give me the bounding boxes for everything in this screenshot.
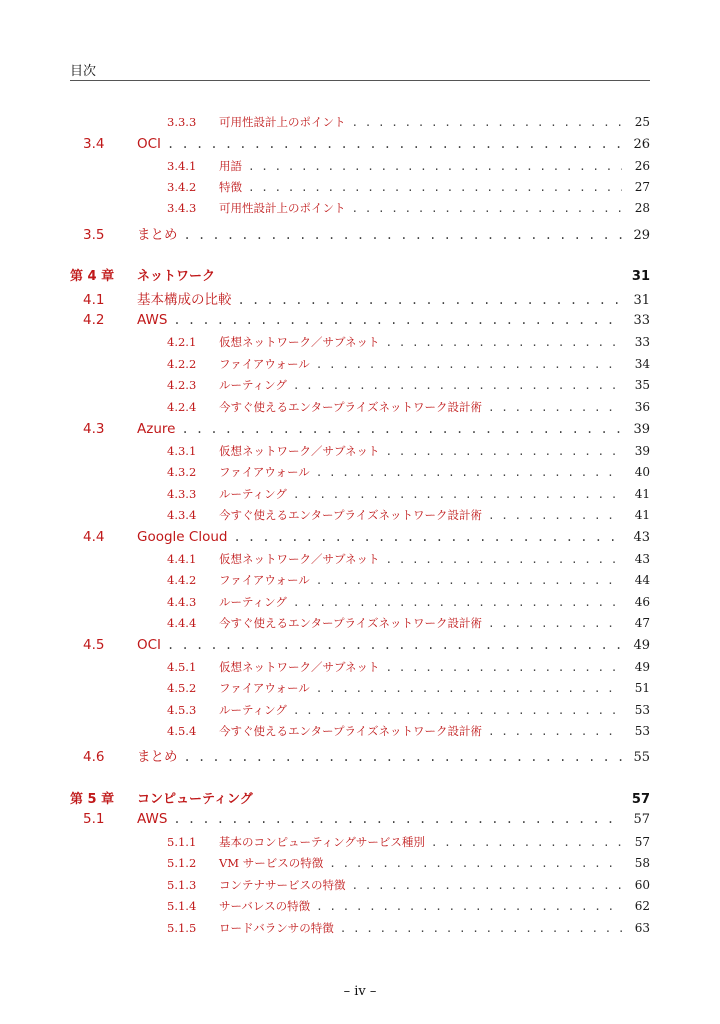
- toc-entry-title: ルーティング: [219, 595, 287, 609]
- toc-entry[interactable]: [70, 745, 650, 765]
- toc-entry-number: 5.1.2: [167, 856, 197, 870]
- toc-leader-dots: [316, 900, 622, 913]
- running-header: 目次: [70, 64, 97, 79]
- page-number-footer: – iv –: [343, 984, 377, 999]
- toc-entry[interactable]: [70, 723, 650, 739]
- toc-leader-dots: [316, 682, 622, 695]
- toc-entry[interactable]: [70, 529, 650, 545]
- toc-leader-dots: [316, 466, 622, 479]
- toc-entry-number: 4.3.3: [167, 487, 197, 501]
- toc-entry-title: 今すぐ使えるエンタープライズネットワーク設計術: [219, 400, 483, 414]
- toc-leader-dots: [488, 617, 622, 630]
- toc-entry[interactable]: [70, 898, 650, 914]
- toc-entry-page: 46: [634, 595, 650, 609]
- toc-chapter-page: 57: [631, 792, 650, 807]
- toc-leader-dots: [386, 445, 622, 458]
- toc-chapter[interactable]: [70, 788, 650, 807]
- toc-entry-number: 3.5: [83, 227, 105, 243]
- toc-entry[interactable]: [70, 834, 650, 850]
- toc-leader-dots: [488, 725, 622, 738]
- toc-leader-dots: [184, 750, 623, 764]
- toc-entry-number: 5.1: [83, 811, 105, 827]
- toc-leader-dots: [386, 553, 622, 566]
- toc-entry-number: 4.6: [83, 749, 105, 765]
- toc-leader-dots: [316, 358, 622, 371]
- toc-entry-title: OCI: [137, 637, 162, 653]
- toc-entry[interactable]: [70, 334, 650, 350]
- toc-entry[interactable]: [70, 702, 650, 718]
- toc-entry-title: まとめ: [137, 227, 178, 243]
- toc-entry-page: 58: [634, 856, 650, 870]
- toc-entry-page: 28: [634, 201, 650, 215]
- toc-entry[interactable]: [70, 377, 650, 393]
- toc-entry-page: 62: [634, 899, 650, 913]
- toc-entry-title: 用語: [219, 159, 242, 173]
- toc-entry-number: 4.4: [83, 529, 105, 545]
- toc-entry-number: 4.5.2: [167, 681, 197, 695]
- toc-entry-title: OCI: [137, 136, 162, 152]
- toc-leader-dots: [293, 704, 622, 717]
- toc-entry-number: 4.3.1: [167, 444, 197, 458]
- toc-entry-page: 39: [634, 444, 650, 458]
- toc-leader-dots: [488, 401, 622, 414]
- toc-leader-dots: [233, 530, 622, 544]
- toc-entry-title: 基本のコンピューティングサービス種別: [219, 835, 425, 849]
- toc-entry[interactable]: [70, 421, 650, 437]
- toc-entry[interactable]: [70, 356, 650, 372]
- toc-chapter-title: ネットワーク: [137, 269, 216, 284]
- toc-leader-dots: [238, 293, 623, 307]
- toc-entry-page: 63: [634, 921, 650, 935]
- toc-entry-title: 今すぐ使えるエンタープライズネットワーク設計術: [219, 616, 483, 630]
- toc-leader-dots: [181, 422, 622, 436]
- toc-leader-dots: [340, 922, 622, 935]
- toc-entry-page: 25: [634, 115, 650, 129]
- toc-entry-title: 可用性設計上のポイント: [219, 115, 346, 129]
- toc-entry-title: 仮想ネットワーク／サブネット: [219, 552, 380, 566]
- toc-leader-dots: [167, 137, 622, 151]
- toc-leader-dots: [248, 181, 622, 194]
- toc-leader-dots: [293, 596, 622, 609]
- toc-entry-page: 60: [634, 878, 650, 892]
- toc-entry-page: 57: [634, 835, 650, 849]
- toc-entry-page: 34: [634, 357, 650, 371]
- toc-entry-title: 特徴: [219, 180, 242, 194]
- toc-entry-title: サーバレスの特徴: [219, 899, 311, 913]
- toc-entry[interactable]: [70, 288, 650, 308]
- toc-leader-dots: [352, 116, 623, 129]
- toc-entry-number: 4.3.2: [167, 465, 197, 479]
- toc-entry-number: 4.5: [83, 637, 105, 653]
- toc-entry-number: 4.2.3: [167, 378, 197, 392]
- toc-entry-page: 41: [634, 508, 650, 522]
- toc-entry-number: 4.5.4: [167, 724, 197, 738]
- toc-leader-dots: [431, 836, 622, 849]
- toc-leader-dots: [293, 488, 622, 501]
- toc-entry-page: 51: [634, 681, 650, 695]
- toc-entry[interactable]: [70, 200, 650, 216]
- toc-chapter[interactable]: [70, 265, 650, 284]
- toc-entry-title: 基本構成の比較: [137, 292, 232, 308]
- toc-entry-page: 41: [634, 487, 650, 501]
- toc-entry-title: ファイアウォール: [219, 465, 310, 479]
- toc-entry-page: 44: [634, 573, 650, 587]
- toc-entry-number: 3.4: [83, 136, 105, 152]
- toc-entry[interactable]: [70, 594, 650, 610]
- toc-entry-title: ファイアウォール: [219, 357, 310, 371]
- toc-entry-number: 4.4.2: [167, 573, 197, 587]
- toc-entry[interactable]: [70, 158, 650, 174]
- toc-entry-page: 31: [633, 293, 650, 308]
- toc-entry[interactable]: [70, 223, 650, 243]
- toc-entry-number: 4.5.3: [167, 703, 197, 717]
- toc-entry[interactable]: [70, 811, 650, 827]
- toc-entry[interactable]: [70, 179, 650, 195]
- toc-entry-page: 33: [634, 335, 650, 349]
- toc-entry-number: 4.4.3: [167, 595, 197, 609]
- toc-entry[interactable]: [70, 551, 650, 567]
- toc-entry-number: 5.1.5: [167, 921, 197, 935]
- toc-entry-title: VM サービスの特徴: [219, 856, 324, 870]
- toc-entry[interactable]: [70, 443, 650, 459]
- toc-leader-dots: [352, 879, 623, 892]
- toc-leader-dots: [488, 509, 622, 522]
- toc-entry-page: 36: [634, 400, 650, 414]
- toc-entry[interactable]: [70, 486, 650, 502]
- toc-leader-dots: [329, 857, 622, 870]
- toc-leader-dots: [173, 812, 622, 826]
- toc-entry-title: まとめ: [137, 749, 178, 765]
- toc-leader-dots: [248, 160, 622, 173]
- toc-chapter-number: 第 5 章: [70, 792, 115, 807]
- toc-entry-number: 5.1.3: [167, 878, 197, 892]
- toc-entry-number: 3.4.2: [167, 180, 197, 194]
- toc-entry[interactable]: [70, 507, 650, 523]
- toc-entry-title: ファイアウォール: [219, 573, 310, 587]
- toc-entry-page: 49: [633, 638, 650, 653]
- toc-leader-dots: [184, 228, 623, 242]
- toc-entry-page: 43: [633, 530, 650, 545]
- toc-entry-page: 33: [633, 313, 650, 328]
- toc-entry[interactable]: [70, 572, 650, 588]
- toc-entry-title: Google Cloud: [137, 529, 228, 545]
- toc-entry-title: 仮想ネットワーク／サブネット: [219, 335, 380, 349]
- toc-entry-number: 4.3: [83, 421, 105, 437]
- toc-entry-title: 今すぐ使えるエンタープライズネットワーク設計術: [219, 724, 483, 738]
- toc-entry-page: 49: [634, 660, 650, 674]
- toc-entry-number: 4.2.2: [167, 357, 197, 371]
- toc-entry-title: 今すぐ使えるエンタープライズネットワーク設計術: [219, 508, 483, 522]
- toc-entry[interactable]: [70, 680, 650, 696]
- toc-entry[interactable]: [70, 312, 650, 328]
- toc-entry-page: 26: [634, 159, 650, 173]
- toc-entry-title: ロードバランサの特徴: [219, 921, 334, 935]
- header-rule: [70, 80, 650, 81]
- toc-entry[interactable]: [70, 855, 650, 871]
- toc-entry-number: 4.1: [83, 292, 105, 308]
- toc-leader-dots: [293, 379, 622, 392]
- toc-leader-dots: [173, 313, 622, 327]
- toc-entry-number: 3.4.1: [167, 159, 197, 173]
- toc-entry-title: AWS: [137, 312, 168, 328]
- toc-entry-title: ルーティング: [219, 487, 287, 501]
- toc-entry-number: 3.4.3: [167, 201, 197, 215]
- toc-entry-title: ルーティング: [219, 703, 287, 717]
- toc-entry-number: 4.4.4: [167, 616, 197, 630]
- toc-entry-page: 53: [634, 724, 650, 738]
- toc-leader-dots: [167, 638, 622, 652]
- toc-leader-dots: [386, 661, 622, 674]
- toc-entry[interactable]: [70, 637, 650, 653]
- toc-entry-number: 5.1.4: [167, 899, 197, 913]
- toc-entry-number: 4.2: [83, 312, 105, 328]
- toc-entry-page: 43: [634, 552, 650, 566]
- toc-entry-number: 4.2.1: [167, 335, 197, 349]
- toc-entry-number: 4.4.1: [167, 552, 197, 566]
- toc-entry-title: AWS: [137, 811, 168, 827]
- toc-entry[interactable]: [70, 464, 650, 480]
- toc-entry-number: 4.5.1: [167, 660, 197, 674]
- toc-entry-title: コンテナサービスの特徴: [219, 878, 346, 892]
- toc-entry-title: 可用性設計上のポイント: [219, 201, 346, 215]
- toc-entry[interactable]: [70, 114, 650, 130]
- toc-entry-title: 仮想ネットワーク／サブネット: [219, 660, 380, 674]
- toc-entry-page: 47: [634, 616, 650, 630]
- toc-chapter-page: 31: [631, 269, 650, 284]
- toc-entry[interactable]: [70, 399, 650, 415]
- toc-leader-dots: [352, 202, 623, 215]
- toc-entry-number: 5.1.1: [167, 835, 197, 849]
- toc-entry-title: Azure: [137, 421, 176, 437]
- toc-entry-page: 39: [633, 422, 650, 437]
- toc-entry-page: 40: [634, 465, 650, 479]
- toc-entry[interactable]: [70, 615, 650, 631]
- toc-chapter-title: コンピューティング: [137, 792, 253, 807]
- toc-entry-page: 35: [634, 378, 650, 392]
- toc-entry-page: 26: [633, 137, 650, 152]
- toc-entry[interactable]: [70, 136, 650, 152]
- toc-entry-number: 3.3.3: [167, 115, 197, 129]
- toc-entry-page: 27: [634, 180, 650, 194]
- toc-leader-dots: [316, 574, 622, 587]
- toc-entry-number: 4.3.4: [167, 508, 197, 522]
- toc-leader-dots: [386, 336, 622, 349]
- toc-entry[interactable]: [70, 920, 650, 936]
- toc-entry-page: 53: [634, 703, 650, 717]
- toc-entry-page: 55: [633, 750, 650, 765]
- toc-entry[interactable]: [70, 659, 650, 675]
- toc-entry-page: 29: [633, 228, 650, 243]
- toc-entry-title: ファイアウォール: [219, 681, 310, 695]
- toc-entry-title: 仮想ネットワーク／サブネット: [219, 444, 380, 458]
- toc-entry-number: 4.2.4: [167, 400, 197, 414]
- toc-entry-title: ルーティング: [219, 378, 287, 392]
- toc-entry[interactable]: [70, 877, 650, 893]
- toc-chapter-number: 第 4 章: [70, 269, 115, 284]
- toc-entry-page: 57: [633, 812, 650, 827]
